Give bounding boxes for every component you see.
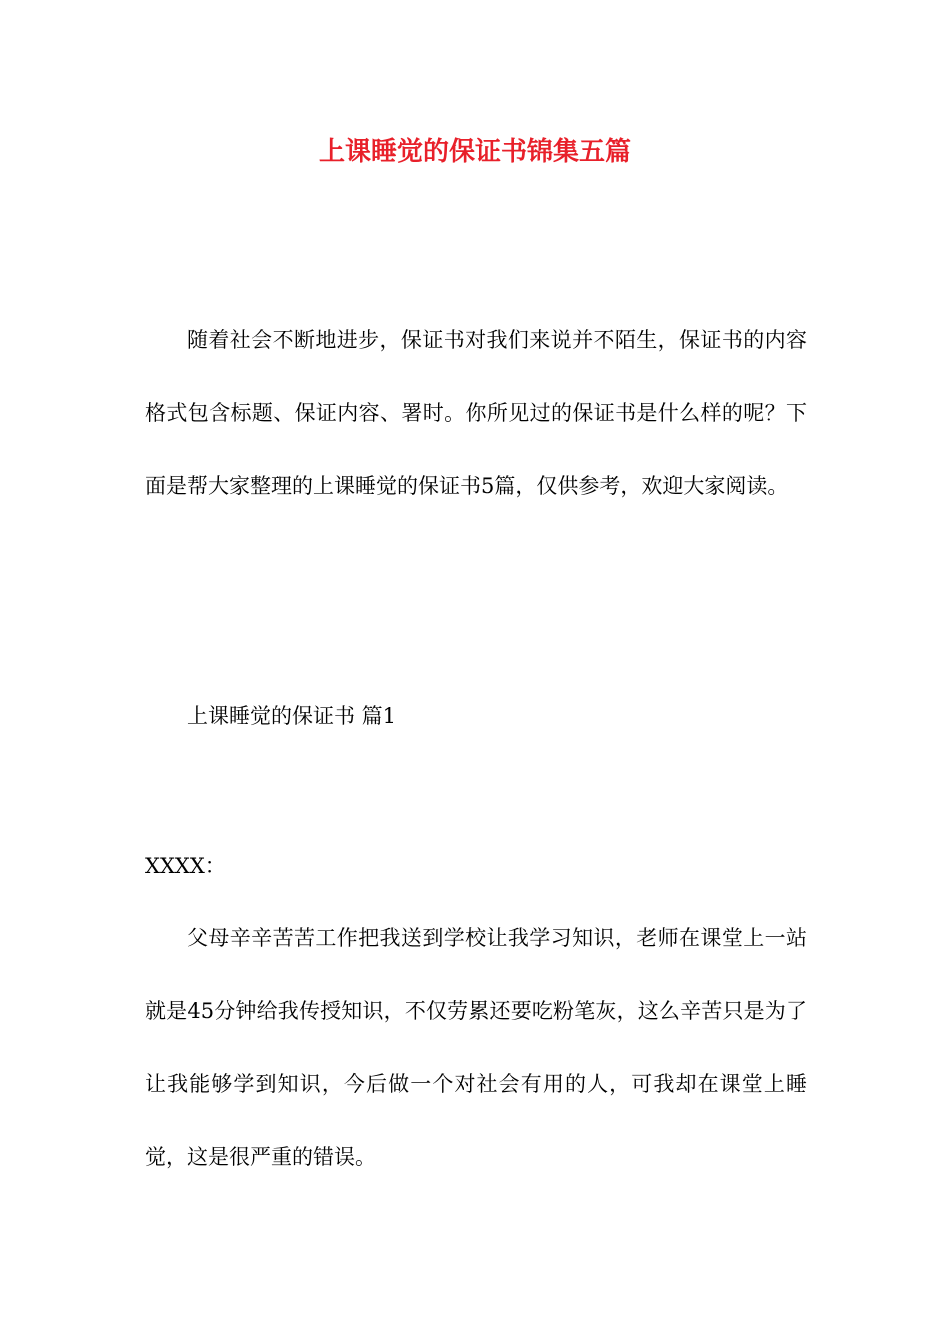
section-heading: 上课睡觉的保证书 篇1: [187, 704, 397, 728]
salutation: XXXX：: [145, 854, 226, 878]
intro-paragraph: 随着社会不断地进步，保证书对我们来说并不陌生，保证书的内容格式包含标题、保证内容、署时。你所见过的保证书是什么样的呢？下面是帮大家整理的上课睡觉的保证书5篇，仅供参考，欢迎大家阅读。: [145, 328, 807, 498]
body-paragraph: 父母辛辛苦苦工作把我送到学校让我学习知识，老师在课堂上一站就是45分钟给我传授知识，不仅劳累还要吃粉笔灰，这么辛苦只是为了让我能够学到知识，今后做一个对社会有用的人，可我却在课堂上睡觉，这是很严重的错误。: [145, 926, 807, 1169]
document-title: 上课睡觉的保证书锦集五篇: [318, 137, 631, 167]
